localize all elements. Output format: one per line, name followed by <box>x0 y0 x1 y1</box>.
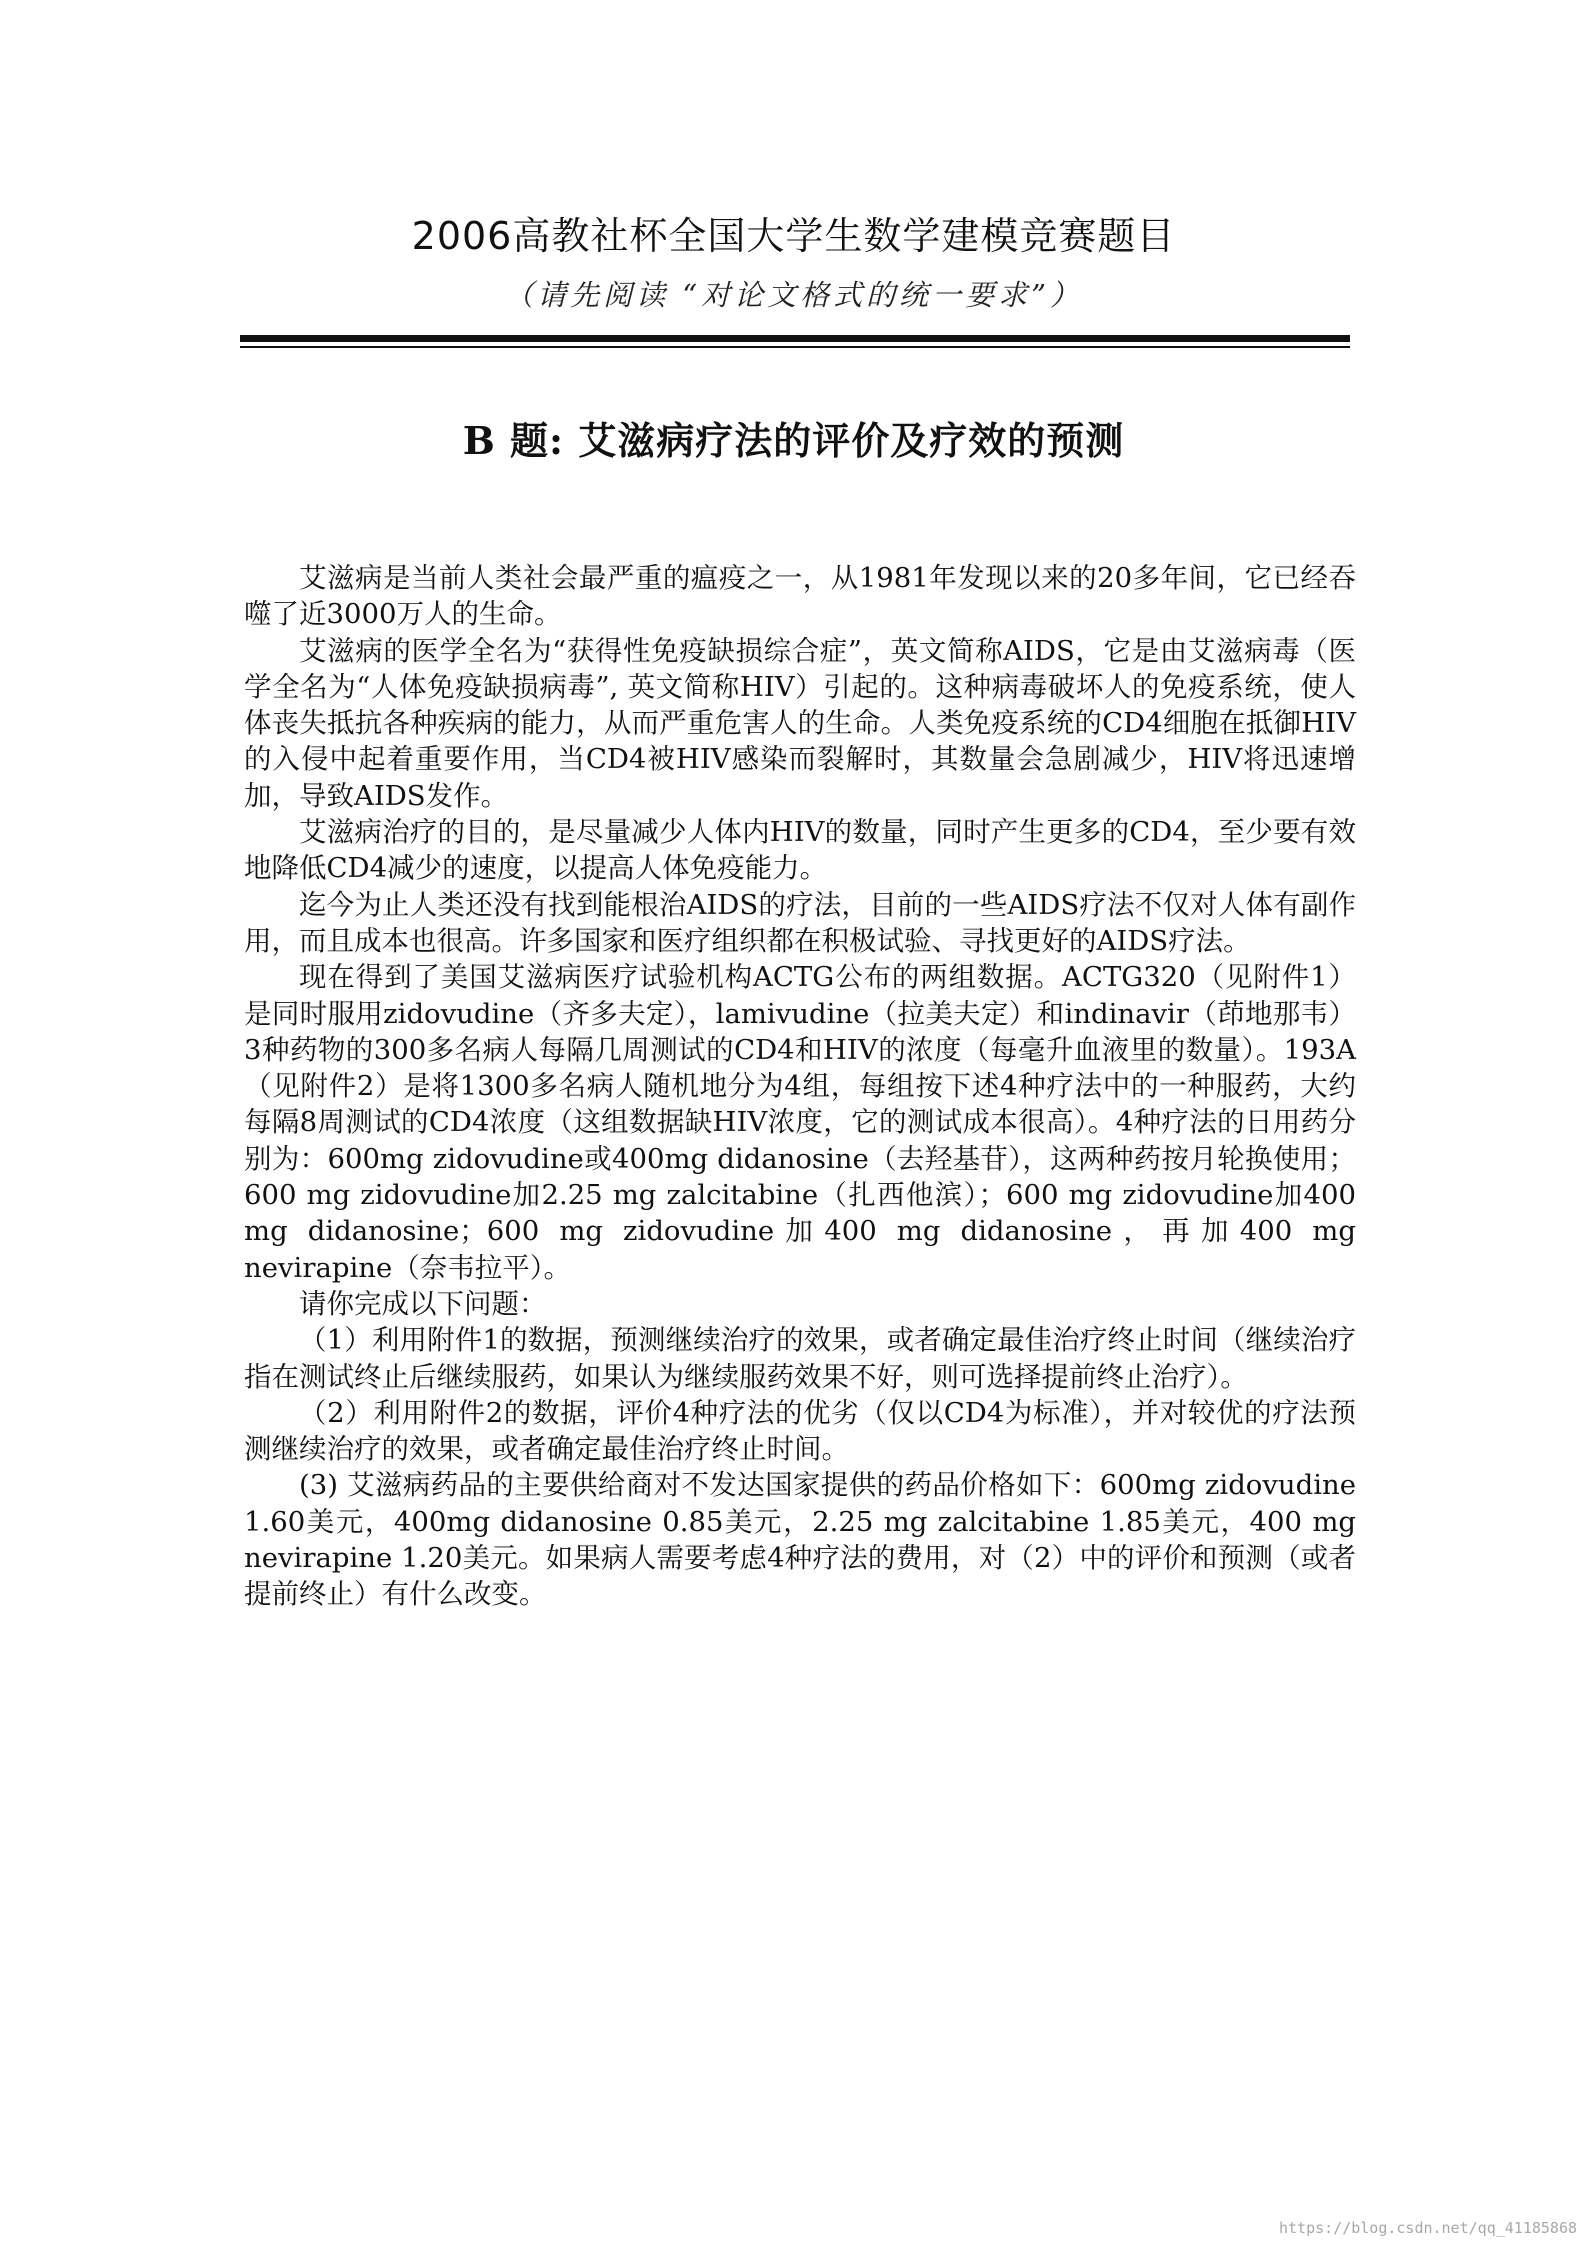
document-title: 2006高教社杯全国大学生数学建模竞赛题目 <box>411 214 1176 258</box>
paragraph-aids-definition: 艾滋病的医学全名为“获得性免疫缺损综合症”，英文简称AIDS，它是由艾滋病毒（医学全名为“人体免疫缺损病毒”, 英文简称HIV）引起的。这种病毒破坏人的免疫系统，使人体丧失抵抗各种疾病的能力，从而严重危害人的生命。人类免疫系统的CD4细胞在抵御HIV的入侵中起着重要作用，当CD4被HIV感染而裂解时，其数量会急剧减少，HIV将迅速增加，导致AIDS发作。 <box>244 634 1356 812</box>
source-watermark: https://blog.csdn.net/qq_41185868 <box>1278 2219 1577 2237</box>
problem-body <box>244 560 1356 1613</box>
document-subtitle: （请先阅读 “对论文格式的统一要求”） <box>504 278 1083 312</box>
problem-title: B 题: 艾滋病疗法的评价及疗效的预测 <box>462 418 1125 463</box>
question-3: (3) 艾滋病药品的主要供给商对不发达国家提供的药品价格如下：600mg zidovudine 1.60美元，400mg didanosine 0.85美元，2.25 mg zalcitabine 1.85美元，400 mg nevirapine 1.20美元。如果病人需要考虑4种疗法的费用，对（2）中的评价和预测（或者提前终止）有什么改变。 <box>244 1469 1356 1611</box>
question-1: （1）利用附件1的数据，预测继续治疗的效果，或者确定最佳治疗终止时间（继续治疗指在测试终止后继续服药，如果认为继续服药效果不好，则可选择提前终止治疗）。 <box>244 1324 1356 1393</box>
paragraph-task-intro: 请你完成以下问题： <box>299 1287 547 1320</box>
question-2: （2）利用附件2的数据，评价4种疗法的优劣（仅以CD4为标准），并对较优的疗法预测继续治疗的效果，或者确定最佳治疗终止时间。 <box>244 1396 1356 1466</box>
paragraph-treatment-goal: 艾滋病治疗的目的，是尽量减少人体内HIV的数量，同时产生更多的CD4，至少要有效地降低CD4减少的速度，以提高人体免疫能力。 <box>244 816 1356 885</box>
paragraph-intro: 艾滋病是当前人类社会最严重的瘟疫之一，从1981年发现以来的20多年间，它已经吞噬了近3000万人的生命。 <box>244 562 1356 631</box>
paragraph-current-therapies: 迄今为止人类还没有找到能根治AIDS的疗法，目前的一些AIDS疗法不仅对人体有副作用，而且成本也很高。许多国家和医疗组织都在积极试验、寻找更好的AIDS疗法。 <box>244 888 1356 957</box>
header-rule-thick <box>240 335 1350 342</box>
paragraph-actg-data: 现在得到了美国艾滋病医疗试验机构ACTG公布的两组数据。ACTG320（见附件1）是同时服用zidovudine（齐多夫定），lamivudine（拉美夫定）和indinavir（茚地那韦）3种药物的300多名病人每隔几周测试的CD4和HIV的浓度（每毫升血液里的数量）。193A（见附件2）是将1300多名病人随机地分为4组，每组按下述4种疗法中的一种服药，大约每隔8周测试的CD4浓度（这组数据缺HIV浓度，它的测试成本很高）。4种疗法的日用药分别为：600mg zidovudine或400mg didanosine（去羟基苷），这两种药按月轮换使用；600 mg zidovudine加2.25 mg zalcitabine（扎西他滨）；600 mg zidovudine加400 mg didanosine；600 mg zidovudine加400 mg didanosine，再加400 mg nevirapine（奈韦拉平）。 <box>244 961 1356 1284</box>
header-rule-thin <box>240 346 1350 348</box>
